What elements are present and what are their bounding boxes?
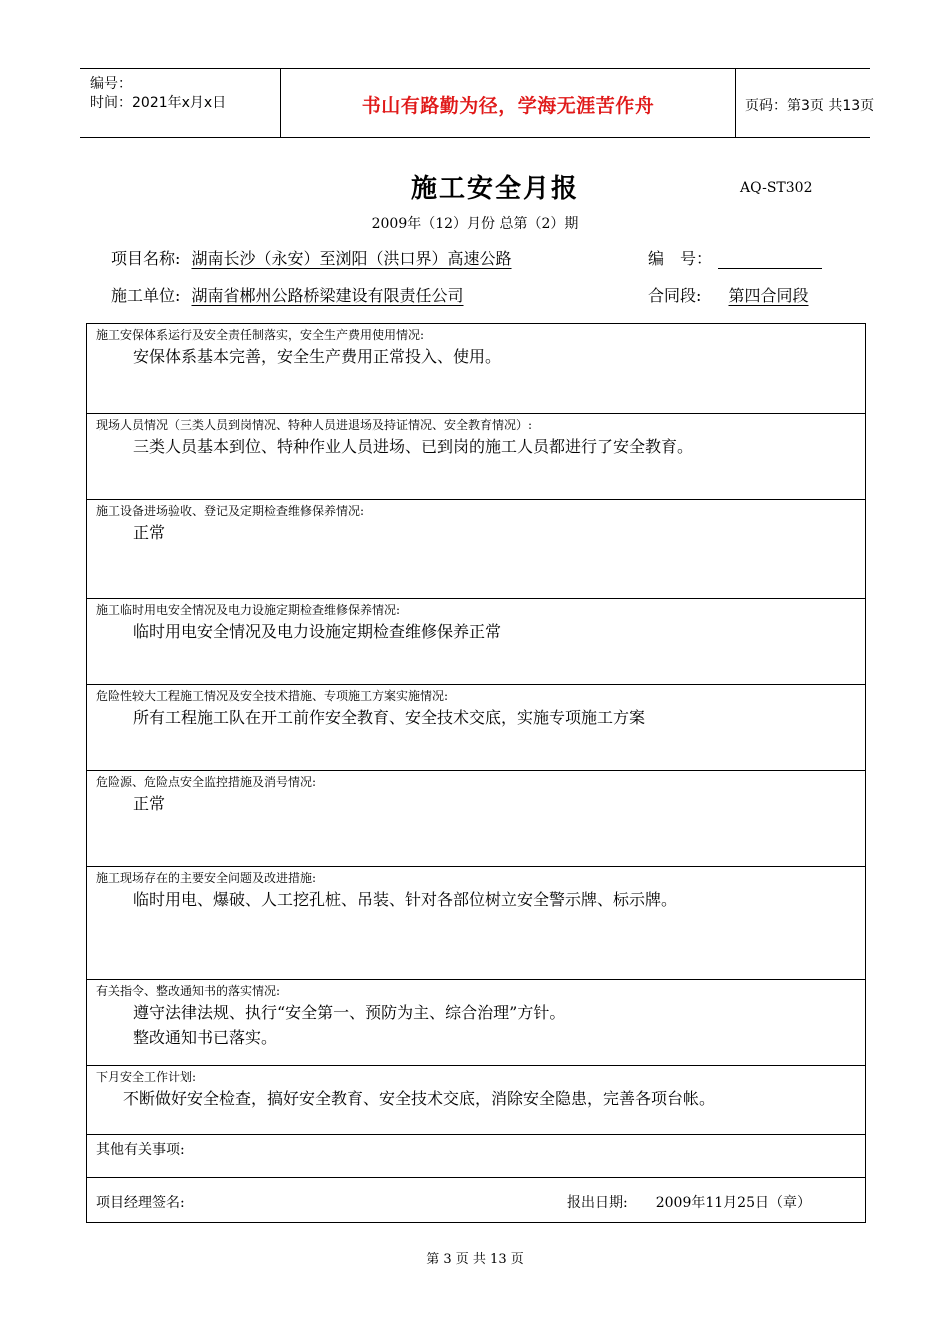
report-section (87, 414, 865, 500)
header-left-cell (80, 69, 280, 137)
construction-unit-value: 湖南省郴州公路桥梁建设有限责任公司 (191, 286, 464, 305)
number-field-label: 编 号： (648, 249, 713, 268)
section-heading: 施工设备进场验收、登记及定期检查维修保养情况: (96, 504, 365, 518)
report-section (87, 771, 865, 867)
page-title: 施工安全月报 (410, 174, 579, 204)
section-heading: 施工临时用电安全情况及电力设施定期检查维修保养情况: (96, 603, 401, 617)
number-field-blank (718, 250, 822, 269)
section-content: 正常 (133, 523, 166, 542)
manager-signature-label: 项目经理签名: (96, 1195, 185, 1211)
construction-unit-label: 施工单位: (111, 286, 181, 305)
section-content: 正常 (133, 794, 166, 813)
section-heading: 危险源、危险点安全监控措施及消号情况: (96, 775, 317, 789)
number-row (648, 246, 822, 269)
report-period: 2009年（12）月份 总第（2）期 (371, 216, 579, 232)
report-section (87, 599, 865, 685)
form-code: AQ-ST302 (740, 180, 813, 196)
header-right-cell (735, 69, 875, 137)
project-name-value: 湖南长沙（永安）至浏阳（洪口界）高速公路 (191, 249, 512, 268)
signature-section (87, 1178, 865, 1221)
contract-section-value: 第四合同段 (728, 286, 809, 305)
section-content: 所有工程施工队在开工前作安全教育、安全技术交底，实施专项施工方案 (133, 708, 646, 727)
page-footer: 第 3 页 共 13 页 (426, 1252, 524, 1267)
page-info: 页码：第3页 共13页 (745, 98, 875, 114)
section-heading: 现场人员情况（三类人员到岗情况、特种人员进退场及持证情况、安全教育情况）: (96, 418, 533, 432)
header-motto-cell (280, 69, 736, 137)
report-table (86, 323, 866, 1223)
report-section (87, 867, 865, 980)
other-matters-section (87, 1135, 865, 1178)
section-heading: 危险性较大工程施工情况及安全技术措施、专项施工方案实施情况: (96, 689, 449, 703)
section-heading: 下月安全工作计划: (96, 1070, 197, 1084)
section-content: 不断做好安全检查，搞好安全教育、安全技术交底，消除安全隐患，完善各项台帐。 (123, 1089, 716, 1108)
section-content: 安保体系基本完善，安全生产费用正常投入、使用。 (133, 347, 502, 366)
other-matters-label: 其他有关事项: (96, 1142, 185, 1158)
section-heading: 施工现场存在的主要安全问题及改进措施: (96, 871, 317, 885)
section-content: 三类人员基本到位、特种作业人员进场、已到岗的施工人员都进行了安全教育。 (133, 437, 694, 456)
section-content-line: 整改通知书已落实。 (133, 1028, 278, 1047)
section-heading: 有关指令、整改通知书的落实情况: (96, 984, 281, 998)
project-name-label: 项目名称: (111, 249, 181, 268)
report-date: 报出日期: 2009年11月25日（章） (567, 1195, 811, 1211)
page-header (80, 68, 875, 138)
section-content: 临时用电、爆破、人工挖孔桩、吊装、针对各部位树立安全警示牌、标示牌。 (133, 890, 678, 909)
report-section (87, 1066, 865, 1135)
project-name-row (111, 246, 512, 269)
contract-section-label: 合同段: (648, 286, 702, 305)
report-section (87, 685, 865, 771)
construction-unit-row (111, 283, 464, 306)
section-content-line: 遵守法律法规、执行“安全第一、预防为主、综合治理”方针。 (133, 1003, 566, 1022)
section-heading: 施工安保体系运行及安全责任制落实，安全生产费用使用情况: (96, 328, 425, 342)
section-content (133, 1000, 565, 1050)
contract-section-row (648, 283, 823, 306)
report-section (87, 500, 865, 599)
time-label: 时间：2021年x月x日 (90, 95, 227, 111)
report-section (87, 324, 865, 414)
number-label: 编号： (90, 76, 132, 92)
section-content: 临时用电安全情况及电力设施定期检查维修保养正常 (133, 622, 502, 641)
motto-text: 书山有路勤为径，学海无涯苦作舟 (361, 95, 655, 117)
report-section (87, 980, 865, 1066)
